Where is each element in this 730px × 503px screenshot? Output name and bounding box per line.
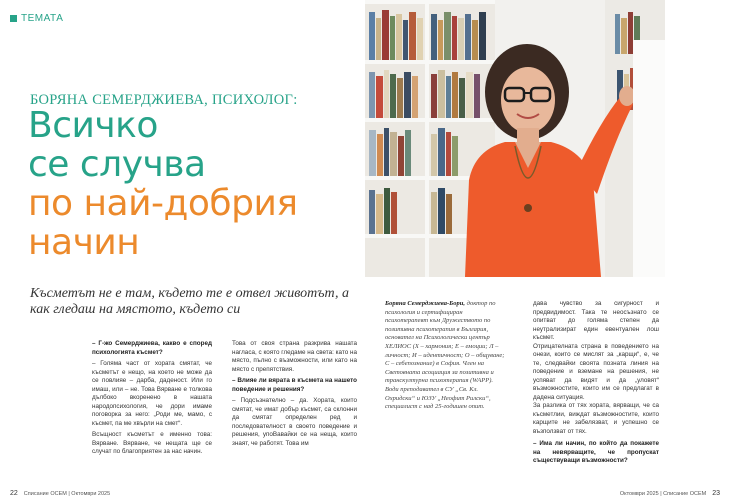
article-column-1 xyxy=(92,340,212,460)
right-page xyxy=(365,0,730,503)
section-tag xyxy=(10,13,63,24)
byline: БОРЯНА СЕМЕРДЖИЕВА, ПСИХОЛОГ: xyxy=(30,92,298,108)
subtitle: Късметът не е там, където те е отвел животът, а как гледаш на мястото, където си xyxy=(30,286,349,317)
portrait-illustration xyxy=(365,0,665,277)
footer-left xyxy=(10,490,110,497)
footer-text: Октомври 2025 | Списание ОСЕМ xyxy=(619,490,707,497)
portrait-photo xyxy=(365,0,665,277)
section-label: ТЕМАТА xyxy=(21,13,64,24)
footer-right xyxy=(620,490,720,497)
question: – Влияе ли вярата в късмета на нашето поведение и решения? xyxy=(232,377,357,393)
page-number: 23 xyxy=(712,490,720,497)
headline-line-2: се случва xyxy=(28,144,206,185)
paragraph: дава чувство за сигурност и предвидимост. Така те неосъзнато се опитват до голяма степен да неутрализират един евентуален лош късмет. xyxy=(533,300,659,341)
page-number: 22 xyxy=(10,490,18,497)
bio-lead: Боряна Семерджиева-Бори, xyxy=(385,300,466,307)
article-column-2 xyxy=(232,340,357,451)
paragraph: Всъщност късметът е именно това: Вярване. Вярване, че нещата ще се случат по благоприятен за нас начин. xyxy=(92,431,212,455)
author-bio xyxy=(385,300,507,412)
paragraph: – Голяма част от хората смятат, че късметът е нещо, на което не може да се повлияе – дарба, даденост. Или го имаш, или – не. Това Вярване е толкова дълбоко вкоренено в нашата народопсихология, че дори имаме поговорка за него: „Роди ме, мамо, с късмет, па ме хвърли на смет“. xyxy=(92,360,212,427)
paragraph: – Подсъзнателно – да. Хората, които смятат, че имат добър късмет, са склонни да смятат определен ред и последователност в своето поведение и решения, упоВавайки се на неща, които знаят, че работят. Това им xyxy=(232,397,357,447)
question: – Г-жо Семерджиева, какво е според психологията късмет? xyxy=(92,340,212,356)
paragraph: За разлика от тях хората, вярващи, че са късметлии, виждат възможностите, които карщите не забелязват, и успешно се възползват от тях. xyxy=(533,402,659,435)
article-column-4 xyxy=(533,300,659,466)
bio-text: доктор по психология и сертифициран психотерапевт към Дружеството по позитивна психотерапия в България, основател на Психологически център ХЕЛИОС (Х – хармония; Е – емоции; Л – личност; И – идентичност; О – общуване; С – себепознание) в София. Член на Световната асоциация за позитивна и транскултурна психотерапия (WAPP). Води преподавател в СУ „Св. Кл. Охридски“ и ЮЗУ „Неофит Рилски“, специалист с над 25-годишен опит. xyxy=(385,300,505,411)
headline-line-4: начин xyxy=(28,222,140,263)
headline-line-1: Всичко xyxy=(28,105,158,146)
headline-line-3: по най-добрия xyxy=(28,183,298,224)
headline xyxy=(28,106,298,262)
question: – Има ли начин, по който да покажете на невярващите, че пропускат съществуващи възможности? xyxy=(533,440,659,464)
section-square-icon xyxy=(10,15,17,22)
paragraph: Отрицателната страна в поведението на онези, които се мислят за „карщи“, е, че те, следвайки своята позната линия на поведение и вземане на решения, не успяват да видят и да „уловят“ възможностите, които им се предлагат в дадена ситуация. xyxy=(533,342,659,401)
paragraph: Това от своя страна разкрива нашата нагласа, с която гледаме на света: като на място, пълно с възможности, или като на място с препятствия. xyxy=(232,340,357,373)
footer-text: Списание ОСЕМ | Октомври 2025 xyxy=(23,490,111,497)
